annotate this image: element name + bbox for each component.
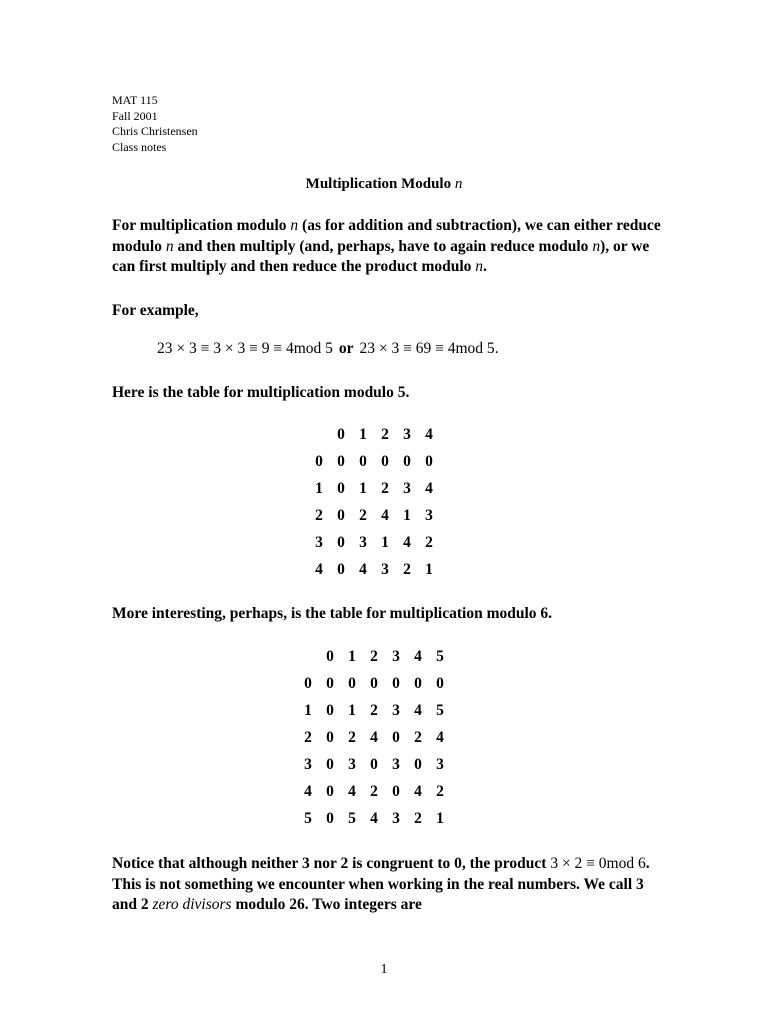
mod6-cell: 5: [304, 809, 312, 827]
mod5-cell: 1: [315, 479, 323, 497]
mod6-cell: 4: [436, 728, 444, 746]
mod6-cell: 0: [392, 728, 400, 746]
mod6-cell: 4: [370, 809, 378, 827]
mod6-header-cell: 2: [370, 647, 378, 665]
mod5-cell: 0: [337, 560, 345, 578]
mod6-row: [297, 724, 451, 751]
mod5-cell: 0: [381, 452, 389, 470]
mod5-cell: 4: [381, 506, 389, 524]
mod5-header-cell: 3: [403, 425, 411, 443]
mod6-row: [297, 751, 451, 778]
intro-variable: n: [290, 217, 299, 234]
mod5-cell: 2: [359, 506, 367, 524]
mod5-cell: 4: [315, 560, 323, 578]
mod6-cell: 1: [436, 809, 444, 827]
mod5-cell: 0: [337, 506, 345, 524]
mod6-cell: 3: [392, 701, 400, 719]
mod6-row: [297, 697, 451, 724]
mod6-cell: 1: [348, 701, 356, 719]
mod6-cell: 0: [436, 674, 444, 692]
mod5-cell: 1: [425, 560, 433, 578]
mod6-header-cell: 0: [326, 647, 334, 665]
mod6-cell: 3: [392, 809, 400, 827]
mod5-cell: 3: [359, 533, 367, 551]
mod6-cell: 5: [436, 701, 444, 719]
term: Fall 2001: [112, 108, 158, 123]
mod5-cell: 0: [315, 452, 323, 470]
mod5-cell: 2: [381, 479, 389, 497]
mod5-header-row: [308, 421, 440, 448]
mod6-header-cell: 5: [436, 647, 444, 665]
mod5-cell: 4: [359, 560, 367, 578]
mod6-cell: 0: [326, 728, 334, 746]
mod5-cell: 1: [381, 533, 389, 551]
mod6-cell: 2: [414, 809, 422, 827]
or-connector: or: [338, 340, 354, 357]
mod6-cell: 0: [326, 809, 334, 827]
example-equations: [157, 340, 499, 358]
mod6-cell: 3: [392, 755, 400, 773]
notice-term: zero divisors: [152, 896, 232, 913]
mod5-row: [308, 529, 440, 556]
mod5-cell: 3: [425, 506, 433, 524]
mod5-cell: 0: [403, 452, 411, 470]
document-type: Class notes: [112, 139, 167, 154]
example-label: For example,: [112, 302, 199, 319]
intro-text: .: [483, 258, 487, 275]
mod5-header-cell: 1: [359, 425, 367, 443]
mod5-header-cell: [308, 421, 330, 448]
mod6-cell: 0: [326, 782, 334, 800]
course-code: MAT 115: [112, 93, 158, 107]
mod6-row: [297, 805, 451, 832]
mod6-cell: 5: [348, 809, 356, 827]
page-title: [0, 176, 768, 193]
mod6-cell: 3: [304, 755, 312, 773]
intro-variable: n: [592, 237, 601, 255]
mod6-header-cell: 1: [348, 647, 356, 665]
intro-variable: n: [475, 258, 484, 275]
mod5-header-cell: 4: [425, 425, 433, 443]
mod6-cell: 2: [348, 728, 356, 746]
mod6-cell: 0: [392, 674, 400, 692]
mod6-cell: 2: [370, 701, 378, 719]
notice-equation: 3 × 2 ≡ 0mod 6: [550, 855, 646, 872]
mod6-header-cell: 4: [414, 647, 422, 665]
page-number: 1: [380, 962, 388, 977]
mod6-cell: 0: [414, 755, 422, 773]
mod6-cell: 4: [370, 728, 378, 746]
mod5-cell: 1: [403, 506, 411, 524]
intro-text: (as for addition and subtraction), we can either reduce modulo: [112, 217, 661, 255]
mod6-cell: 0: [370, 755, 378, 773]
intro-text: ), or we can first multiply and then reduce the product modulo: [112, 237, 650, 275]
author: Chris Christensen: [112, 124, 198, 138]
mod6-cell: 3: [436, 755, 444, 773]
mod6-header-row: [297, 643, 451, 670]
mod5-row: [308, 475, 440, 502]
mod5-cell: 2: [315, 506, 323, 524]
title-variable: n: [454, 176, 463, 192]
table5-intro: Here is the table for multiplication modulo 5.: [112, 384, 410, 401]
intro-paragraph: [112, 216, 672, 278]
mod6-cell: 0: [326, 755, 334, 773]
mod6-cell: 3: [348, 755, 356, 773]
intro-text: For multiplication modulo: [112, 217, 291, 234]
mod6-cell: 2: [370, 782, 378, 800]
mod6-cell: 0: [348, 674, 356, 692]
mod5-header-cell: 2: [381, 425, 389, 443]
notice-text: Notice that although neither 3 nor 2 is congruent to 0, the product: [112, 855, 551, 872]
mod6-cell: 2: [436, 782, 444, 800]
notice-text: . This is not something we encounter when working in the real numbers. We call 3 and 2: [112, 855, 650, 913]
mod5-cell: 0: [337, 452, 345, 470]
mod6-cell: 0: [370, 674, 378, 692]
mod5-cell: 4: [425, 479, 433, 497]
mod6-cell: 0: [304, 674, 312, 692]
mod6-header-cell: 3: [392, 647, 400, 665]
mod6-cell: 2: [414, 728, 422, 746]
mod5-cell: 3: [381, 560, 389, 578]
mod5-cell: 0: [359, 452, 367, 470]
notice-text: modulo 26. Two integers are: [231, 896, 422, 913]
mod6-table: [297, 643, 451, 832]
mod6-cell: 4: [414, 782, 422, 800]
mod5-cell: 0: [337, 479, 345, 497]
mod6-cell: 0: [392, 782, 400, 800]
mod6-cell: 4: [414, 701, 422, 719]
mod6-cell: 4: [304, 782, 312, 800]
mod5-cell: 3: [403, 479, 411, 497]
table6-intro: More interesting, perhaps, is the table for multiplication modulo 6.: [112, 605, 553, 622]
equation-1: 23 × 3 ≡ 3 × 3 ≡ 9 ≡ 4mod 5: [157, 340, 333, 357]
mod6-cell: 2: [304, 728, 312, 746]
mod6-cell: 0: [414, 674, 422, 692]
intro-variable: n: [165, 237, 174, 255]
mod6-row: [297, 670, 451, 697]
intro-text: and then multiply (and, perhaps, have to again reduce modulo: [173, 237, 593, 255]
mod5-cell: 4: [403, 533, 411, 551]
mod5-cell: 1: [359, 479, 367, 497]
mod6-cell: 0: [326, 674, 334, 692]
mod5-row: [308, 556, 440, 583]
mod6-cell: 0: [326, 701, 334, 719]
title-text: Multiplication Modulo: [305, 176, 455, 192]
mod5-row: [308, 502, 440, 529]
mod5-cell: 2: [425, 533, 433, 551]
mod5-cell: 3: [315, 533, 323, 551]
mod5-header-cell: 0: [337, 425, 345, 443]
mod5-row: [308, 448, 440, 475]
mod6-header-cell: [297, 643, 319, 670]
mod5-cell: 2: [403, 560, 411, 578]
equation-2: 23 × 3 ≡ 69 ≡ 4mod 5: [359, 340, 495, 357]
mod6-row: [297, 778, 451, 805]
document-header: [112, 93, 198, 155]
notice-paragraph: [112, 854, 672, 916]
mod5-cell: 0: [337, 533, 345, 551]
mod6-cell: 4: [348, 782, 356, 800]
equation-end: .: [494, 340, 499, 357]
mod5-cell: 0: [425, 452, 433, 470]
mod6-cell: 1: [304, 701, 312, 719]
mod5-table: [308, 421, 440, 583]
